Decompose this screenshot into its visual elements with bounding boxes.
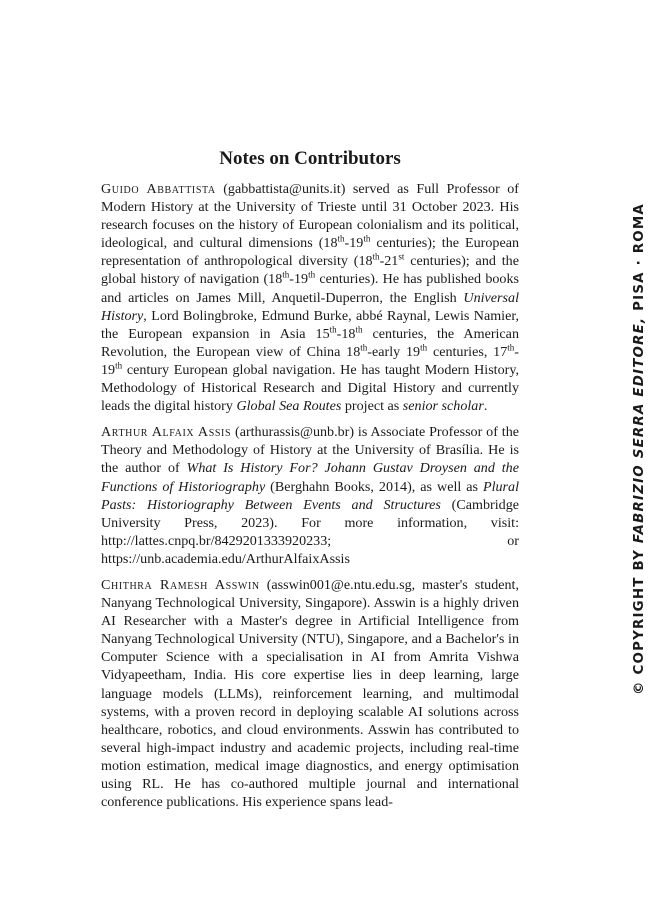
bio-text: -early 19 (367, 343, 421, 360)
ordinal-superscript: th (360, 342, 368, 353)
italic-title: What Is History For? Johann Gustav Droysen and the Functions of Historiography (101, 460, 519, 495)
bio-text: -19 (344, 235, 364, 252)
contributor-name: Chithra Ramesh Asswin (101, 576, 260, 593)
bio-text: centuries, the American Revolution, the European view of China 18 (101, 325, 519, 360)
bio-text: project as (341, 398, 403, 415)
bio-text: centuries); and the global history of navigation (18 (101, 253, 519, 288)
ordinal-superscript: th (337, 233, 345, 244)
bio-text: (Berghahn Books, 2014), as well as (265, 478, 483, 495)
ordinal-superscript: th (420, 342, 428, 353)
ordinal-superscript: th (329, 324, 337, 335)
italic-title: Universal History (101, 289, 519, 324)
ordinal-superscript: th (355, 324, 363, 335)
ordinal-superscript: th (308, 269, 316, 280)
bio-text: -21 (379, 253, 399, 270)
ordinal-superscript: th (372, 251, 380, 262)
italic-title: Global Sea Routes (236, 398, 342, 415)
contributor-name: Guido Abbattista (101, 181, 216, 197)
bio-text: (Cambridge University Press, 2023). For more information, visit: http://lattes.cnpq.br/8429201333920233; or https://unb.academia.edu/ArthurAlfaixAssis (101, 496, 519, 567)
contributor-entry (101, 576, 519, 811)
ordinal-superscript: th (363, 233, 371, 244)
copyright-notice (632, 203, 650, 695)
bio-text: -18 (336, 325, 356, 342)
bio-text: centuries). He has published books and articles on James Mill, Anquetil-Duperron, the English (101, 271, 519, 306)
bio-text: . (483, 398, 488, 415)
contributor-entry (101, 180, 519, 415)
italic-title: Plural Pasts: Historiography Between Events and Structures (101, 478, 519, 513)
bio-text: -19 (289, 271, 309, 288)
bio-text: centuries); the European representation of anthropological diversity (18 (101, 235, 519, 270)
contributor-entry (101, 423, 519, 568)
copyright-publisher: FABRIZIO SERRA EDITORE, (632, 316, 647, 544)
page-title: Notes on Contributors (219, 147, 401, 169)
ordinal-superscript: th (507, 342, 515, 353)
bio-text: centuries, 17 (427, 343, 508, 360)
ordinal-superscript: th (115, 360, 123, 371)
copyright-prefix: © COPYRIGHT BY (632, 543, 647, 695)
bio-text: -19 (101, 343, 519, 378)
bio-text: (gabbattista@units.it) served as Full Professor of Modern History at the University of Trieste until 31 October 2023. His research focuses on the history of European colonialism and its political, ideological, and cultural dimensions (18 (101, 181, 519, 252)
contributor-list (101, 180, 519, 819)
ordinal-superscript: th (282, 269, 290, 280)
copyright-suffix: PISA · ROMA (632, 203, 647, 317)
bio-text: century European global navigation. He has taught Modern History, Methodology of Historical Research and Digital History and currently leads the digital history (101, 361, 519, 415)
italic-title: senior scholar (402, 398, 484, 415)
bio-text: (arthurassis@unb.br) is Associate Professor of the Theory and Methodology of History at the University of Brasília. He is the author of (101, 424, 519, 477)
ordinal-superscript: st (398, 251, 405, 262)
bio-text: (asswin001@e.ntu.edu.sg, master's student, Nanyang Technological University, Singapore). Asswin is a highly driven AI Researcher with a Master's degree in Artificial Intelligence from Nanyang Technological University (NTU), Singapore, and a Bachelor's in Computer Science with a specialisation in AI from Amrita Vishwa Vidyapeetham, India. His core expertise lies in deep learning, large language models (LLMs), reinforcement learning, and multimodal systems, with a proven record in deploying scalable AI solutions across healthcare, robotics, and cloud environments. Asswin has contributed to several high-impact industry and academic projects, including real-time motion estimation, medical image diagnostics, and energy optimisation using RL. He has co-authored multiple journal and international conference publications. His experience spans lead- (101, 576, 519, 811)
contributor-name: Arthur Alfaix Assis (101, 424, 232, 441)
bio-text: , Lord Bolingbroke, Edmund Burke, abbé Raynal, Lewis Namier, the European expansion in Asia 15 (101, 307, 519, 342)
